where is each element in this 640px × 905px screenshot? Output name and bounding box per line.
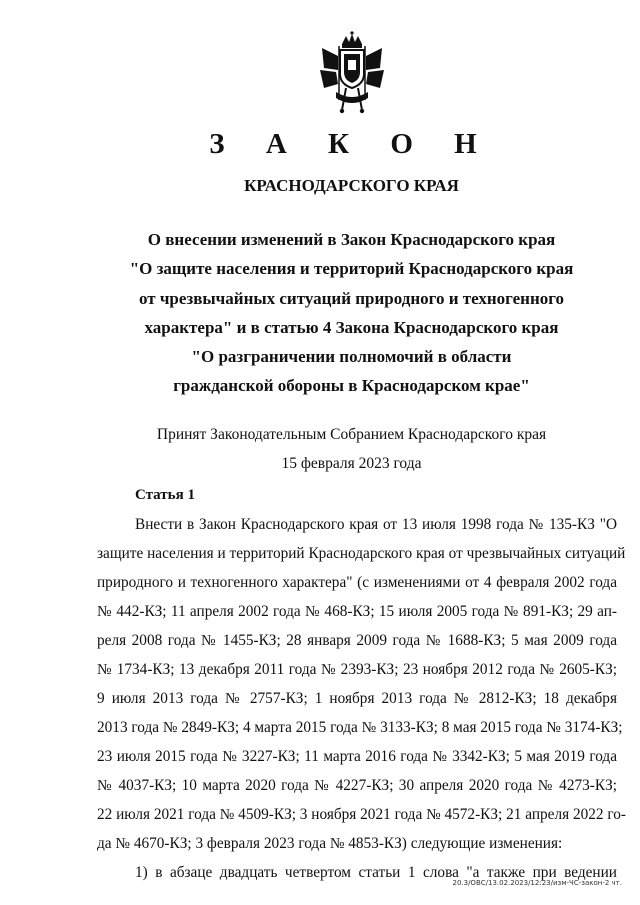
document-subtitle: КРАСНОДАРСКОГО КРАЯ	[244, 176, 459, 195]
adoption-note	[0, 420, 640, 478]
heading-line: О внесении изменений в Закон Краснодарского края	[147, 230, 556, 249]
body-line: защите населения и территорий Краснодарского края от чрезвычайных ситуаций	[97, 545, 626, 562]
body-line: да № 4670-КЗ; 3 февраля 2023 года № 4853-КЗ) следующие изменения:	[97, 835, 563, 852]
heading-line: от чрезвычайных ситуаций природного и техногенного	[138, 288, 565, 308]
document-title: З А К О Н	[209, 128, 494, 160]
law-heading	[0, 225, 640, 401]
body-line: № 4037-КЗ; 10 марта 2020 года № 4227-КЗ; 30 апреля 2020 года № 4273-КЗ;	[97, 777, 617, 794]
heading-line: гражданской обороны в Краснодарском крае"	[173, 376, 530, 396]
krasnodar-coat-of-arms-icon	[318, 30, 386, 116]
document-footer-code: 20.3/ОВС/13.02.2023/12:23/изм-ЧС-закон-2 чт.	[452, 879, 622, 887]
body-line: природного и техногенного характера" (с изменениями от 4 февраля 2002 года	[97, 574, 617, 591]
body-line: 9 июля 2013 года № 2757-КЗ; 1 ноября 2013 года № 2812-КЗ; 18 декабря	[97, 690, 617, 707]
body-line: реля 2008 года № 1455-КЗ; 28 января 2009 года № 1688-КЗ; 5 мая 2009 года	[97, 632, 617, 649]
adoption-date: 15 февраля 2023 года	[281, 455, 422, 472]
heading-line: "О защите населения и территорий Краснодарского края	[129, 259, 574, 279]
heading-line: "О разграничении полномочий в области	[191, 347, 512, 367]
body-line: Внести в Закон Краснодарского края от 13 июля 1998 года № 135-КЗ "О	[135, 516, 617, 533]
article-title: Статья 1	[135, 487, 195, 503]
body-line: 22 июля 2021 года № 4509-КЗ; 3 ноября 2021 года № 4572-КЗ; 21 апреля 2022 го-	[97, 806, 626, 823]
heading-line: характера" и в статью 4 Закона Краснодарского края	[144, 317, 559, 337]
body-line: 1) в абзаце двадцать четвертом статьи 1 слова "а также при ведении	[135, 864, 617, 881]
body-line: 23 июля 2015 года № 3227-КЗ; 11 марта 2016 года № 3342-КЗ; 5 мая 2019 года	[97, 748, 617, 765]
body-line: 2013 года № 2849-КЗ; 4 марта 2015 года № 3133-КЗ; 8 мая 2015 года № 3174-КЗ;	[97, 719, 623, 736]
body-line: № 442-КЗ; 11 апреля 2002 года № 468-КЗ; 15 июля 2005 года № 891-КЗ; 29 ап-	[97, 603, 617, 620]
body-line: № 1734-КЗ; 13 декабря 2011 года № 2393-КЗ; 23 ноября 2012 года № 2605-КЗ;	[97, 661, 617, 678]
adoption-line: Принят Законодательным Собранием Краснодарского края	[156, 426, 547, 443]
article-body	[97, 510, 626, 887]
